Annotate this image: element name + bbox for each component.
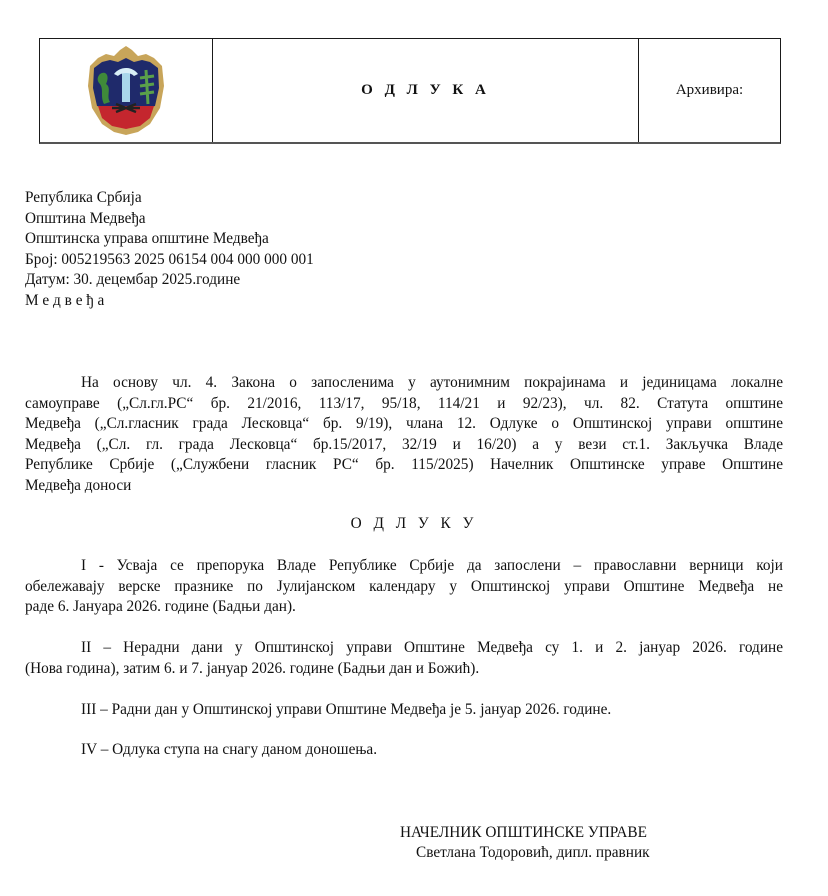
document-number: Број: 005219563 2025 06154 004 000 000 001 xyxy=(25,250,314,268)
preamble-line: Републике Србије („Службени гласник РС“ бр. 115/2025) Начелник Општинске управе Општине xyxy=(25,456,783,473)
article-line: раде 6. Јануара 2026. године (Бадњи дан). xyxy=(25,598,296,615)
sender-country: Република Србија xyxy=(25,189,142,206)
article-line: IV – Одлука ступа на снагу даном доношења. xyxy=(81,741,378,758)
article-2 xyxy=(25,638,783,679)
sender-block xyxy=(25,188,314,311)
article-line: I - Усваја се препорука Владе Републике Србије да запослени – православни верници који xyxy=(81,557,783,574)
coat-of-arms-icon xyxy=(84,46,168,136)
signature-title: НАЧЕЛНИК ОПШТИНСКЕ УПРАВЕ xyxy=(400,824,647,841)
logo-cell xyxy=(40,39,213,142)
document-place: М е д в е ђ а xyxy=(25,291,105,309)
article-1 xyxy=(25,556,783,618)
preamble-line: Медвеђа доноси xyxy=(25,476,132,494)
preamble-line: Медвеђа („Сл. гл. града Лесковца“ бр.15/2017, 32/19 и 16/20) а у вези ст.1. Закључка Владе xyxy=(25,435,783,453)
preamble-line: Медвеђа („Сл.гласник града Лесковца“ бр. 9/19), члана 12. Одлуке о Општинској управи општине xyxy=(25,415,783,432)
document-title: О Д Л У К А xyxy=(213,39,639,142)
article-3 xyxy=(25,700,783,721)
signature-name: Светлана Тодоровић, дипл. правник xyxy=(416,844,650,861)
article-line: III – Радни дан у Општинској управи Општине Медвеђа је 5. јануар 2026. године. xyxy=(81,701,612,718)
preamble-line: самоуправе („Сл.гл.РС“ бр. 21/2016, 113/17, 95/18, 114/21 и 92/23), чл. 82. Статута општине xyxy=(25,394,783,412)
signature-block xyxy=(400,823,650,863)
decision-heading: О Д Л У К У xyxy=(350,515,478,532)
article-line: обележавају верске празнике по Јулијанском календару у Општинској управи Општине Медвеђа не xyxy=(25,577,783,595)
header-table xyxy=(39,38,781,144)
preamble xyxy=(25,373,783,496)
archive-label: Архивира: xyxy=(675,82,744,98)
article-line: (Нова година), затим 6. и 7. јануар 2026. године (Бадњи дан и Божић). xyxy=(25,659,480,677)
article-4 xyxy=(25,740,783,761)
sender-authority: Општинска управа општине Медвеђа xyxy=(25,230,269,247)
preamble-line: На основу чл. 4. Закона о запосленима у аутонимним покрајинама и јединицама локалне xyxy=(81,374,783,391)
article-line: II – Нерадни дани у Општинској управи Општине Медвеђа су 1. и 2. јануар 2026. године xyxy=(81,639,783,656)
sender-municipality: Општина Медвеђа xyxy=(25,209,146,227)
document-date: Датум: 30. децембар 2025.године xyxy=(25,271,241,288)
